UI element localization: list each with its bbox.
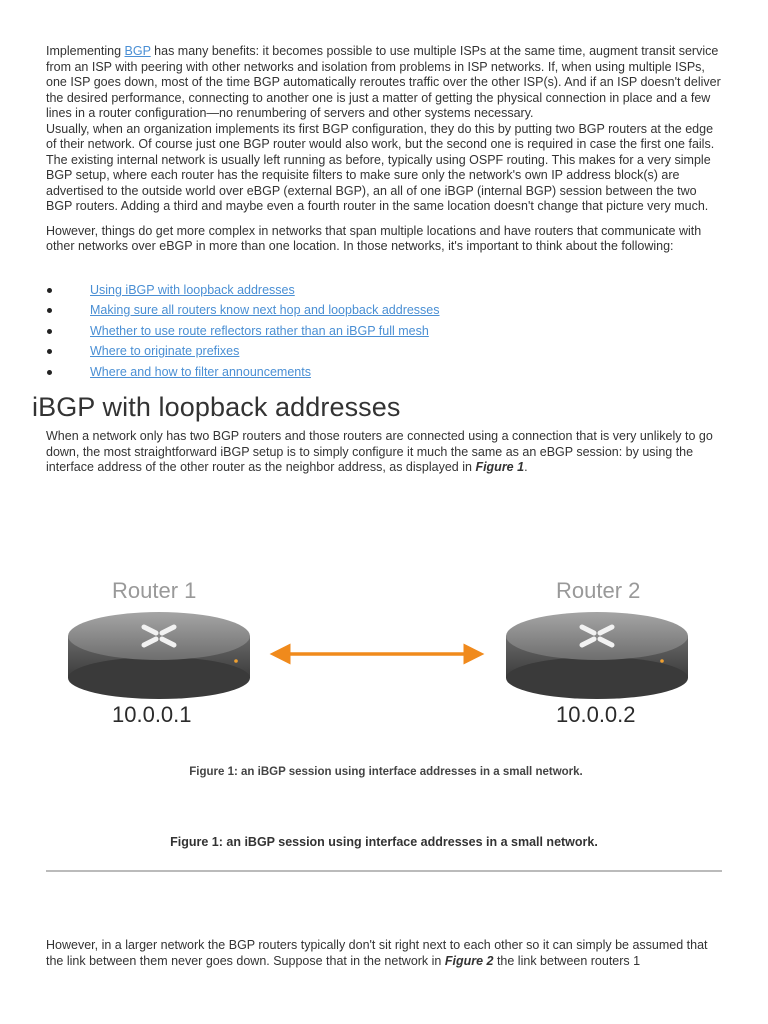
list-item [46,362,726,383]
bullet-icon [47,329,52,334]
figure-1 [46,570,726,790]
router2-icon [506,612,688,699]
intro-paragraph-3: However, things do get more complex in networks that span multiple locations and have routers that communicate with other networks over eBGP in more than one location. In those networks, it's important to think about the following: [46,223,702,253]
intro-text-cont: has many benefits: it becomes possible to use multiple ISPs at the same time, augment transit service from an ISP with peering with other networks and isolation from problems in ISP networks. If, when using multiple ISPs, one ISP goes down, most of the time BGP automatically reroutes traffic over the other ISP(s). And if an ISP doesn't deliver the desired performance, connecting to another one is just a matter of getting the physical connection in place and a few lines in a router configuration—no renumbering of servers and other systems necessary. [46,44,721,120]
topic-link-next-hop[interactable]: Making sure all routers know next hop and loopback addresses [90,303,440,317]
router1-label: Router 1 [112,578,197,603]
bullet-icon [47,288,52,293]
intro-text: Implementing [46,44,125,58]
list-item [46,280,726,301]
figure-caption: Figure 1: an iBGP session using interface addresses in a small network. [170,835,598,849]
divider [46,870,722,872]
intro-paragraph-1 [46,44,726,122]
bullet-icon [47,370,52,375]
list-item [46,300,726,321]
router2-label: Router 2 [556,578,641,603]
intro-paragraph-2: Usually, when an organization implements its first BGP configuration, they do this by putting two BGP routers at the edge of their network. Of course just one BGP router would also work, but the second one is required in case the first one fails. The existing internal network is usually left running as before, typically using OSPF routing. This makes for a very simple BGP setup, where each router has the requisite filters to make sure only the network's own IP address block(s) are advertised to the outside world over eBGP (external BGP), an all of one iBGP (internal BGP) session between the two BGP routers. Adding a third and maybe even a fourth router in the same location doesn't change that picture very much. [46,121,715,213]
section-text: When a network only has two BGP routers and those routers are connected using a connection that is very unlikely to go down, the most straightforward iBGP setup is to simply configure it much the same as an eBGP session: by using the interface address of the other router as the neighbor address, as displayed in [46,429,713,474]
list-item [46,321,726,342]
figure-reference: Figure 1 [475,460,525,474]
topic-link-route-reflectors[interactable]: Whether to use route reflectors rather than an iBGP full mesh [90,323,429,338]
bgp-link[interactable]: BGP [124,44,151,58]
list-item [46,341,726,362]
bullet-icon [47,349,52,354]
section-text-end: . [524,460,528,474]
figure-image-caption: Figure 1: an iBGP session using interface addresses in a small network. [189,766,583,778]
topic-link-originate-prefixes[interactable]: Where to originate prefixes [90,344,240,358]
router1-ip: 10.0.0.1 [112,702,192,727]
topic-link-filter-announcements[interactable]: Where and how to filter announcements [90,364,311,379]
router1-icon [68,612,250,699]
section-heading: iBGP with loopback addresses [32,392,401,422]
closing-text-end: the link between routers 1 [493,953,641,968]
closing-paragraph [46,938,726,969]
figure-2-reference: Figure 2 [444,953,494,968]
section-paragraph [46,429,726,476]
closing-text: However, in a larger network the BGP routers typically don't sit right next to each other so it can simply be assumed that the link between them never goes down. Suppose that in the network in [46,938,708,968]
router2-ip: 10.0.0.2 [556,702,636,727]
article-body [32,44,726,476]
bullet-icon [47,308,52,313]
topic-list [46,280,726,383]
topic-link-ibgp-loopback[interactable]: Using iBGP with loopback addresses [90,282,295,297]
